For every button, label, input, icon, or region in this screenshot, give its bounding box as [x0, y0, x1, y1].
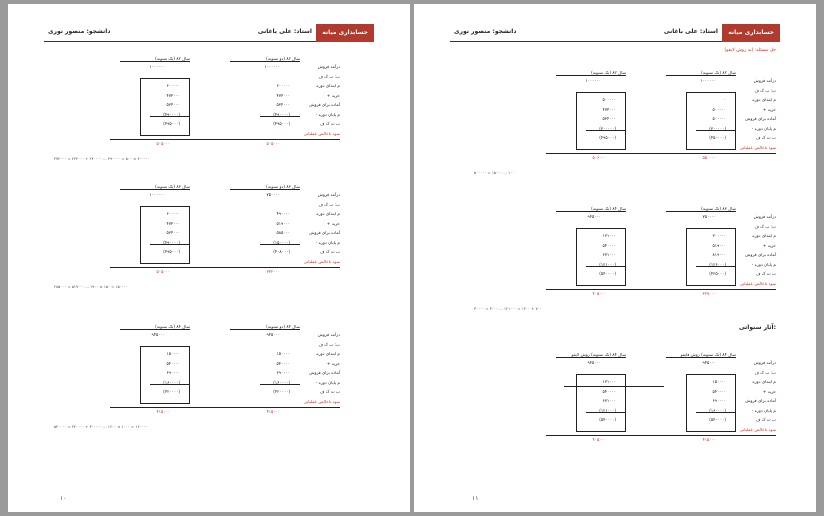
sales-value: ۱۰۰۰۰۰۰: [700, 78, 716, 83]
cell-value: ۶۹۰۰۰۰: [166, 370, 180, 375]
cell-value: ۴۹۰۰۰۰: [276, 211, 290, 216]
gross-value: ۳۲۷۰۰۰: [702, 291, 716, 296]
cell-value: (۴۹۰۰۰۰): [163, 239, 180, 245]
gross-label: سود ناخالص عملیاتی: [303, 130, 340, 136]
total-rule: [546, 153, 776, 154]
row-label: ب ت ک ف: [320, 121, 340, 126]
column-header: سال ۸۴ (تک ستونه) روش فایفو: [680, 352, 736, 357]
cell-value: (۳۰۰۰۰۰): [599, 125, 616, 131]
row-label: - م پایان دوره: [315, 379, 340, 385]
row-label: آماده برای فروش: [745, 116, 776, 121]
cell-value: ۱۳۱۰۰۰: [602, 233, 616, 238]
gross-label: سود ناخالص عملیاتی: [303, 258, 340, 264]
column-header: سال ۸۲ (تک ستونه): [701, 70, 736, 75]
cell-value: ۶۰۰۰۰۰: [166, 83, 180, 88]
student-name: دانشجو: منصور نوری: [48, 28, 111, 35]
header-rule: [556, 211, 626, 212]
row-label: + خرید: [326, 220, 340, 226]
gross-value: ۵۰۵۰۰۰: [156, 269, 170, 274]
cell-value: ۶۰۰۰۰۰: [166, 211, 180, 216]
cell-value: ۱۵۰۰۰۰: [712, 379, 726, 384]
cell-value: (۴۹۵۰۰۰): [163, 249, 180, 254]
cell-value: ۶۷۱۰۰۰: [602, 252, 616, 257]
cell-value: ۵۳۴۰۰۰: [166, 102, 180, 107]
page-number: ۱۱: [472, 495, 479, 502]
calc-box: [140, 346, 190, 404]
sum-rule: [150, 384, 190, 385]
calc-box: [686, 228, 736, 286]
gross-label: سود ناخالص عملیاتی: [303, 398, 340, 404]
row-label: ب: ب ک ف: [318, 201, 340, 207]
cell-value: ۴۷۴۰۰۰: [602, 106, 616, 112]
cell-value: (۳۰۰۰۰۰): [709, 125, 726, 131]
calc-note: ۳۰۰۰۰ = ۳۰۰۰ ... ۱۲۱۰۰۰ = ۱۲۰۰ + ۷۰۰: [474, 306, 542, 311]
row-label: درآمد فروش: [317, 192, 340, 197]
sum-rule: [260, 384, 300, 385]
total-rule: [110, 139, 340, 140]
total-rule: [546, 289, 776, 290]
cell-value: (۴۵۰۰۰۰): [709, 135, 726, 140]
sales-value: ۷۵۰۰۰۰: [702, 214, 716, 219]
cell-value: ۵۰۰۰۰۰: [712, 116, 726, 121]
cell-value: (۴۹۵۰۰۰): [273, 121, 290, 126]
cell-value: ۶۷۱۰۰۰: [602, 398, 616, 403]
cell-value: (۴۹۰۰۰۰): [273, 111, 290, 117]
row-label: ب: ب ک ف: [754, 87, 776, 93]
row-label: ب: ب ک ف: [754, 369, 776, 375]
column-header: سال ۸۴ (تک ستونه) روش لایفو: [571, 352, 626, 357]
cell-value: ۵۰۰۰۰۰: [602, 97, 616, 102]
page-header: [44, 24, 374, 42]
page-header: [450, 24, 780, 42]
calc-note: ۵۰۰۰۰۰ = ۱۵۰۰۰ ... ۱۰۰: [474, 170, 515, 175]
cell-value: (۴۹۵۰۰۰): [599, 135, 616, 140]
cell-value: ۴۷۴۰۰۰: [276, 92, 290, 98]
cell-value: ۱۳۱۰۰۰: [602, 379, 616, 384]
cell-value: (۵۴۰۰۰۰): [599, 417, 616, 422]
gross-value: ۵۵۰۰۰۰: [702, 155, 716, 160]
cell-value: ۵۴۰۰۰۰: [602, 388, 616, 394]
row-label: - م پایان دوره: [751, 125, 776, 131]
cell-value: ۵۳۴۰۰۰: [602, 116, 616, 121]
sales-value: ۹۴۵۰۰۰: [266, 332, 280, 337]
sum-rule: [150, 244, 190, 245]
sales-value: ۹۴۵۰۰۰: [587, 360, 601, 365]
gross-value: ۴۱۵۰۰۰: [702, 437, 716, 442]
cell-value: ۵۴۰۰۰۰: [602, 242, 616, 248]
gross-label: سود ناخالص عملیاتی: [739, 144, 776, 150]
cell-value: (۴۲۰۰۰۰): [163, 389, 180, 394]
sales-value: ۹۴۵۰۰۰: [587, 214, 601, 219]
column-header: سال ۸۲ (تک ستونه): [155, 56, 190, 61]
page-number: ۱۰: [60, 495, 67, 502]
gross-label: سود ناخالص عملیاتی: [739, 280, 776, 286]
cell-value: ۵۳۴۰۰۰: [166, 230, 180, 235]
sum-rule: [150, 116, 190, 117]
column-header: سال ۸۳ (تک ستونه): [701, 206, 736, 211]
cell-value: ۵۳۴۰۰۰: [276, 102, 290, 107]
row-label: - م پایان دوره: [315, 239, 340, 245]
professor-name: استاد: علی باغانی: [663, 28, 718, 35]
cell-value: ۵۸۵۰۰۰: [276, 230, 290, 235]
header-rule: [666, 75, 736, 76]
row-label: درآمد فروش: [753, 360, 776, 365]
cell-value: (۴۲۰۰۰۰): [273, 389, 290, 394]
sales-value: ۱۰۰۰۰۰۰: [149, 64, 165, 69]
course-title: حسابداری میانه: [316, 24, 374, 42]
row-label: درآمد فروش: [753, 214, 776, 219]
row-label: ب: ب ک ف: [318, 73, 340, 79]
row-label: ب: ب ک ف: [754, 223, 776, 229]
cell-value: (۵۴۰۰۰۰): [599, 271, 616, 276]
cell-value: (۵۴۰۰۰۰): [709, 417, 726, 422]
calc-box: [576, 92, 626, 150]
cell-value: ۵۴۰۰۰۰: [276, 360, 290, 366]
calc-note: ۵۴۰۰۰۰ = ۲۴۰۰۰۰ + ۳۰۰۰۰۰ ... ۱۶۰۰ × ۱۰۰۰ = ۱۶۰۰۰۰: [54, 424, 148, 429]
gross-value: ۴۱۵۰۰۰: [266, 409, 280, 414]
cell-value: (۱۲۶۰۰۰): [709, 261, 726, 267]
cell-value: (۱۶۰۰۰۰): [163, 379, 180, 385]
sales-value: ۹۴۵۰۰۰: [151, 332, 165, 337]
row-label: - م پایان دوره: [751, 407, 776, 413]
row-label: ب ت ک ف: [756, 135, 776, 140]
total-rule: [546, 435, 776, 436]
header-rule: [120, 329, 190, 330]
sum-rule: [586, 266, 626, 267]
cell-value: ۶۰۰۰۰۰: [276, 83, 290, 88]
row-label: + خرید: [762, 106, 776, 112]
header-rule: [120, 189, 190, 190]
header-rule: [230, 189, 300, 190]
calc-note: ۴۷۴۰۰۰ = ۲۲۴۰۰۰ + ۲۴۰۰۰۰ ... ۴۹۰۰۰۰ = ۵۰۰ × ۴۰۰۰۰۰: [54, 156, 150, 161]
row-label: - م پایان دوره: [751, 261, 776, 267]
header-rule: [556, 357, 626, 358]
row-label: ب ت ک ف: [756, 271, 776, 276]
column-header: سال ۸۴ (تک ستونه): [591, 206, 626, 211]
compare-arrow: [564, 386, 664, 387]
row-label: ب: ب ک ف: [318, 341, 340, 347]
row-label: آماده برای فروش: [309, 230, 340, 235]
solution-heading: حل مسئله: (به روش لایفو): [724, 48, 776, 53]
calc-box: [140, 78, 190, 136]
row-label: م ابتدای دوره: [316, 351, 340, 356]
header-rule: [120, 61, 190, 62]
cell-value: (۴۲۵۰۰۰): [709, 271, 726, 276]
header-rule: [230, 329, 300, 330]
row-label: + خرید: [326, 92, 340, 98]
cell-value: ۵۱۹۰۰۰: [712, 242, 726, 248]
header-rule: [556, 75, 626, 76]
calc-box: [576, 228, 626, 286]
row-label: م ابتدای دوره: [752, 233, 776, 238]
row-label: م ابتدای دوره: [752, 379, 776, 384]
gross-value: ۴۰۵۰۰۰: [592, 291, 606, 296]
cell-value: ۶۹۰۰۰۰: [276, 370, 290, 375]
row-label: - م پایان دوره: [315, 111, 340, 117]
sales-value: ۱۰۰۰۰۰۰: [149, 192, 165, 197]
sales-value: ۷۵۰۰۰۰: [266, 192, 280, 197]
sum-rule: [260, 116, 300, 117]
gross-value: ۳۴۲۰۰۰: [266, 269, 280, 274]
column-header: سال ۸۳ (تک ستونه): [155, 184, 190, 189]
cell-value: (۱۶۰۰۰۰): [709, 407, 726, 413]
cell-value: ۴۷۴۰۰۰: [166, 92, 180, 98]
sales-value: ۹۴۵۰۰۰: [702, 360, 716, 365]
cell-value: (۱۶۰۰۰۰): [273, 379, 290, 385]
gross-label: سود ناخالص عملیاتی: [739, 426, 776, 432]
row-label: م ابتدای دوره: [316, 211, 340, 216]
cell-value: ۸۱۹۰۰۰: [712, 252, 726, 257]
header-rule: [666, 211, 736, 212]
header-rule: [666, 357, 736, 358]
sales-value: ۱۰۰۰۰۰۰: [585, 78, 601, 83]
gross-value: ۴۰۵۰۰۰: [592, 437, 606, 442]
cell-value: ۵۴۰۰۰۰: [712, 388, 726, 394]
gross-value: ۵۰۵۰۰۰: [156, 141, 170, 146]
sum-rule: [586, 130, 626, 131]
cell-value: (۱۲۱۰۰۰): [599, 261, 616, 267]
gross-value: ۴۱۵۰۰۰: [156, 409, 170, 414]
cell-value: (۱۵۰۰۰۰): [273, 239, 290, 245]
row-label: + خرید: [762, 242, 776, 248]
row-label: درآمد فروش: [317, 64, 340, 69]
sum-rule: [586, 412, 626, 413]
row-label: ب ت ک ف: [756, 417, 776, 422]
effects-heading: آثار سنواتی:: [738, 324, 776, 331]
row-label: م ابتدای دوره: [752, 97, 776, 102]
column-header: سال ۸۴ (دو ستونه): [266, 324, 300, 329]
row-label: آماده برای فروش: [745, 398, 776, 403]
cell-value: (۴۰۸۰۰۰): [273, 249, 290, 254]
student-name: دانشجو: منصور نوری: [454, 28, 517, 35]
row-label: درآمد فروش: [317, 332, 340, 337]
sales-value: ۱۰۰۰۰۰۰: [264, 64, 280, 69]
cell-value: ۱۵۰۰۰۰: [166, 351, 180, 356]
calc-box: [576, 374, 626, 432]
column-header: سال ۸۳ (دو ستونه): [266, 184, 300, 189]
calc-box: [686, 374, 736, 432]
cell-value: (۴۹۰۰۰۰): [163, 111, 180, 117]
gross-value: ۵۰۶۰۰۰: [592, 155, 606, 160]
calc-box: [140, 206, 190, 264]
header-rule: [230, 61, 300, 62]
column-header: سال ۸۲ (تک ستونه): [591, 70, 626, 75]
total-rule: [110, 267, 340, 268]
cell-value: ۵۰۰۰۰۰: [712, 106, 726, 112]
cell-value: ۰: [723, 97, 726, 102]
page-11: [414, 4, 816, 512]
column-header: سال ۸۲ (دو ستونه): [266, 56, 300, 61]
gross-value: ۵۰۵۰۰۰: [266, 141, 280, 146]
cell-value: ۵۱۹۰۰۰: [276, 220, 290, 226]
calc-note: ۲۸۵۰۰۰ = ۵۱۹۰۰۰ ... ۱۹۰۰ × ۱۵۰ = ۱۵۰۰۰۰: [54, 284, 128, 289]
cell-value: ۶۹۰۰۰۰: [712, 398, 726, 403]
row-label: آماده برای فروش: [309, 102, 340, 107]
row-label: + خرید: [326, 360, 340, 366]
row-label: درآمد فروش: [753, 78, 776, 83]
row-label: ب ت ک ف: [320, 389, 340, 394]
cell-value: ۴۷۴۰۰۰: [166, 220, 180, 226]
row-label: + خرید: [762, 388, 776, 394]
row-label: م ابتدای دوره: [316, 83, 340, 88]
cell-value: ۵۴۰۰۰۰: [166, 360, 180, 366]
professor-name: استاد: علی باغانی: [257, 28, 312, 35]
cell-value: ۱۵۰۰۰۰: [276, 351, 290, 356]
total-rule: [110, 407, 340, 408]
cell-value: ۳۰۰۰۰۰: [712, 233, 726, 238]
sum-rule: [696, 130, 736, 131]
sum-rule: [260, 244, 300, 245]
row-label: آماده برای فروش: [309, 370, 340, 375]
row-label: ب ت ک ف: [320, 249, 340, 254]
calc-box: [686, 92, 736, 150]
course-title: حسابداری میانه: [722, 24, 780, 42]
page-10: [8, 4, 410, 512]
sum-rule: [696, 266, 736, 267]
cell-value: (۴۹۵۰۰۰): [163, 121, 180, 126]
sum-rule: [696, 412, 736, 413]
cell-value: (۱۲۱۰۰۰): [599, 407, 616, 413]
column-header: سال ۸۴ (تک ستونه): [155, 324, 190, 329]
row-label: آماده برای فروش: [745, 252, 776, 257]
